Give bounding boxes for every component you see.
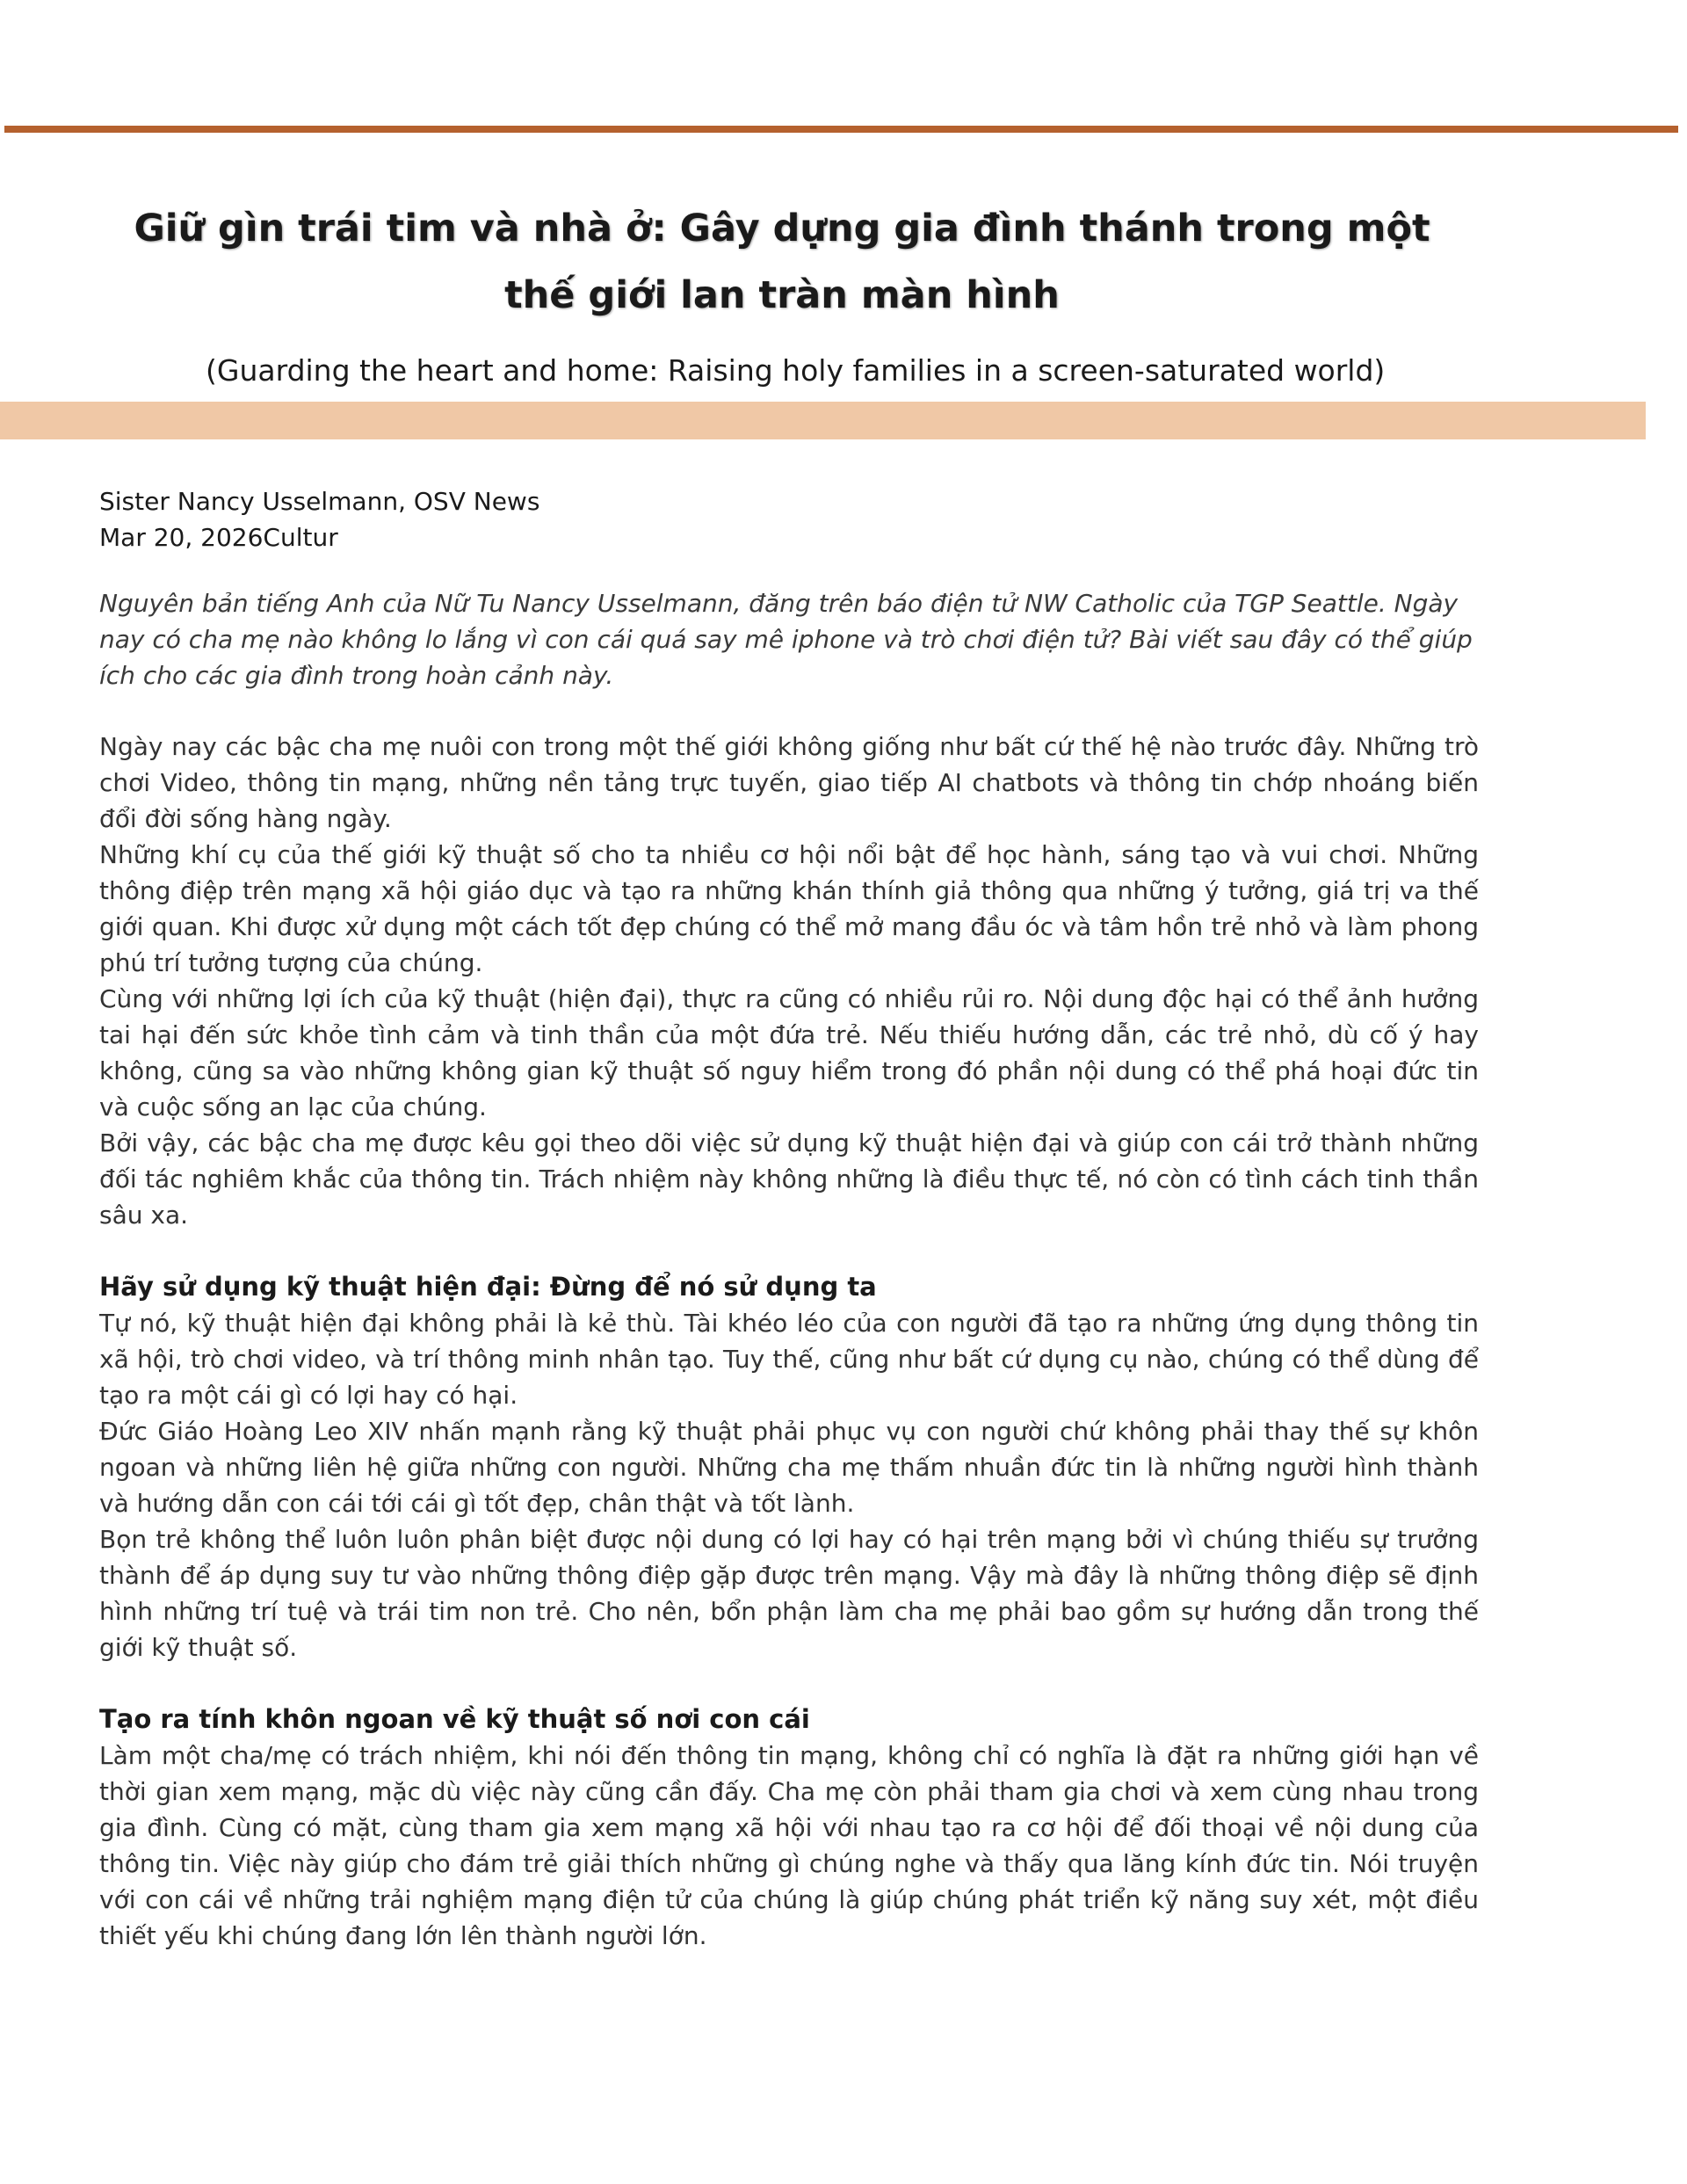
top-rule xyxy=(4,126,1678,133)
decorative-band xyxy=(0,402,1646,439)
section-use-technology xyxy=(99,1269,1479,1665)
article-body xyxy=(99,483,1479,1954)
intro-note: Nguyên bản tiếng Anh của Nữ Tu Nancy Usselmann, đăng trên báo điện tử NW Catholic của TGP Seattle. Ngày nay có cha mẹ nào không lo lắng vì con cái quá say mê iphone và trò chơi điện tử? Bài viết sau đây có thể giúp ích cho các gia đình trong hoàn cảnh này. xyxy=(99,589,1473,690)
article-subtitle: (Guarding the heart and home: Raising holy families in a screen-saturated world) xyxy=(206,353,1386,388)
section-heading: Tạo ra tính khôn ngoan về kỹ thuật số nơi con cái xyxy=(99,1704,810,1734)
section-opening xyxy=(99,729,1479,1233)
publish-date: Mar 20, 2026Cultur xyxy=(99,523,338,552)
article-title: Giữ gìn trái tim và nhà ở: Gây dựng gia đình thánh trong một thế giới lan tràn màn hình xyxy=(134,207,1430,317)
paragraph: Cùng với những lợi ích của kỹ thuật (hiện đại), thực ra cũng có nhiều rủi ro. Nội dung độc hại có thể ảnh hưởng tai hại đến sức khỏe tình cảm và tinh thần của một đứa trẻ. Nếu thiếu hướng dẫn, các trẻ nhỏ, dù cố ý hay không, cũng sa vào những không gian kỹ thuật số nguy hiểm trong đó phần nội dung có thể phá hoại đức tin và cuộc sống an lạc của chúng. xyxy=(99,984,1479,1121)
author-byline: Sister Nancy Usselmann, OSV News xyxy=(99,487,540,516)
paragraph: Tự nó, kỹ thuật hiện đại không phải là kẻ thù. Tài khéo léo của con người đã tạo ra những ứng dụng thông tin xã hội, trò chơi video, và trí thông minh nhân tạo. Tuy thế, cũng như bất cứ dụng cụ nào, chúng có thể dùng để tạo ra một cái gì có lợi hay có hại. xyxy=(99,1309,1479,1410)
paragraph: Làm một cha/mẹ có trách nhiệm, khi nói đến thông tin mạng, không chỉ có nghĩa là đặt ra những giới hạn về thời gian xem mạng, mặc dù việc này cũng cần đấy. Cha mẹ còn phải tham gia chơi và xem cùng nhau trong gia đình. Cùng có mặt, cùng tham gia xem mạng xã hội với nhau tạo ra cơ hội để đối thoại về nội dung của thông tin. Việc này giúp cho đám trẻ giải thích những gì chúng nghe và thấy qua lăng kính đức tin. Nói truyện với con cái về những trải nghiệm mạng điện tử của chúng là giúp chúng phát triển kỹ năng suy xét, một điều thiết yếu khi chúng đang lớn lên thành người lớn. xyxy=(99,1741,1479,1950)
paragraph: Những khí cụ của thế giới kỹ thuật số cho ta nhiều cơ hội nổi bật để học hành, sáng tạo và vui chơi. Những thông điệp trên mạng xã hội giáo dục và tạo ra những khán thính giả thông qua những ý tưởng, giá trị va thế giới quan. Khi được xử dụng một cách tốt đẹp chúng có thể mở mang đầu óc và tâm hồn trẻ nhỏ và làm phong phú trí tưởng tượng của chúng. xyxy=(99,840,1479,977)
paragraph: Đức Giáo Hoàng Leo XIV nhấn mạnh rằng kỹ thuật phải phục vụ con người chứ không phải thay thế sự khôn ngoan và những liên hệ giữa những con người. Những cha mẹ thấm nhuần đức tin là những người hình thành và hướng dẫn con cái tới cái gì tốt đẹp, chân thật và tốt lành. xyxy=(99,1417,1479,1518)
section-digital-wisdom xyxy=(99,1701,1479,1954)
section-heading: Hãy sử dụng kỹ thuật hiện đại: Đừng để nó sử dụng ta xyxy=(99,1272,877,1302)
paragraph: Bọn trẻ không thể luôn luôn phân biệt được nội dung có lợi hay có hại trên mạng bởi vì chúng thiếu sự trưởng thành để áp dụng suy tư vào những thông điệp gặp được trên mạng. Vậy mà đây là những thông điệp sẽ định hình những trí tuệ và trái tim non trẻ. Cho nên, bổn phận làm cha mẹ phải bao gồm sự hướng dẫn trong thế giới kỹ thuật số. xyxy=(99,1525,1479,1662)
paragraph: Ngày nay các bậc cha mẹ nuôi con trong một thế giới không giống như bất cứ thế hệ nào trước đây. Những trò chơi Video, thông tin mạng, những nền tảng trực tuyến, giao tiếp AI chatbots và thông tin chớp nhoáng biến đổi đời sống hàng ngày. xyxy=(99,732,1479,833)
paragraph: Bởi vậy, các bậc cha mẹ được kêu gọi theo dõi việc sử dụng kỹ thuật hiện đại và giúp con cái trở thành những đối tác nghiêm khắc của thông tin. Trách nhiệm này không những là điều thực tế, nó còn có tình cách tinh thần sâu xa. xyxy=(99,1128,1479,1230)
